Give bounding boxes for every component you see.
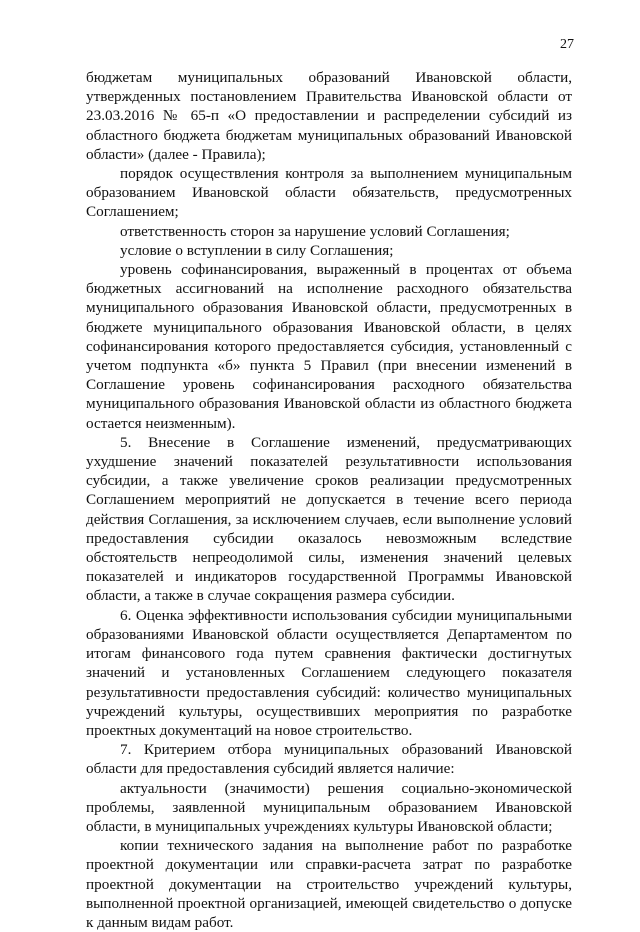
paragraph: условие о вступлении в силу Соглашения; <box>120 241 394 259</box>
paragraph: уровень софинансирования, выраженный в процентах от объема бюджетных ассигнований на исполнение расходного обязательства муниципального образования Ивановской области, предусмотренных в бюджете муниципального образования Ивановской области, в целях софинансирования которого предоставляется субсидия, установленный с учетом подпункта «б» пункта 5 Правил (при внесении изменений в Соглашение уровень софинансирования расходного обязательства муниципального образования Ивановской области из областного бюджета остается неизменным). <box>86 261 572 432</box>
paragraph: копии технического задания на выполнение работ по разработке проектной документации или справки-расчета затрат по разработке проектной документации на строительство учреждений культуры, выполненной проектной организацией, имеющей свидетельство о допуске к данным видам работ. <box>86 837 572 931</box>
paragraph-item-5: 5. Внесение в Соглашение изменений, предусматривающих ухудшение значений показателей результативности использования субсидии, а также увеличение сроков реализации предусмотренных Соглашением мероприятий не допускается в течение всего периода действия Соглашения, за исключением случаев, если выполнение условий предоставления субсидии оказалось невозможным вследствие обстоятельств непреодолимой силы, изменения значений целевых показателей и индикаторов государственной Программы Ивановской области, а также в случае сокращения размера субсидии. <box>86 433 572 605</box>
paragraph-item-6: 6. Оценка эффективности использования субсидии муниципальными образованиями Ивановской области осуществляется Департаментом по итогам финансового года путем сравнения фактически достигнутых значений и установленных Соглашением следующего показателя результативности предоставления субсидий: количество муниципальных учреждений культуры, осуществивших мероприятия по разработке проектных документаций на новое строительство. <box>86 606 572 739</box>
paragraph: порядок осуществления контроля за выполнением муниципальным образованием Ивановской области обязательств, предусмотренных Соглашением; <box>86 165 572 221</box>
paragraph-continuation: бюджетам муниципальных образований Ивановской области, утвержденных постановлением Правительства Ивановской области от 23.03.2016 № 65-п «О предоставлении и распределении субсидий из областного бюджета бюджетам муниципальных образований Ивановской области» (далее - Правила); <box>86 69 572 163</box>
page-number: 27 <box>560 37 574 52</box>
document-body <box>86 68 572 932</box>
paragraph: актуальности (значимости) решения социально-экономической проблемы, заявленной муниципальным образованием Ивановской области, в муниципальных учреждениях культуры Ивановской области; <box>86 779 572 835</box>
paragraph-item-7: 7. Критерием отбора муниципальных образований Ивановской области для предоставления субсидий является наличие: <box>86 741 572 778</box>
paragraph: ответственность сторон за нарушение условий Соглашения; <box>120 222 510 240</box>
